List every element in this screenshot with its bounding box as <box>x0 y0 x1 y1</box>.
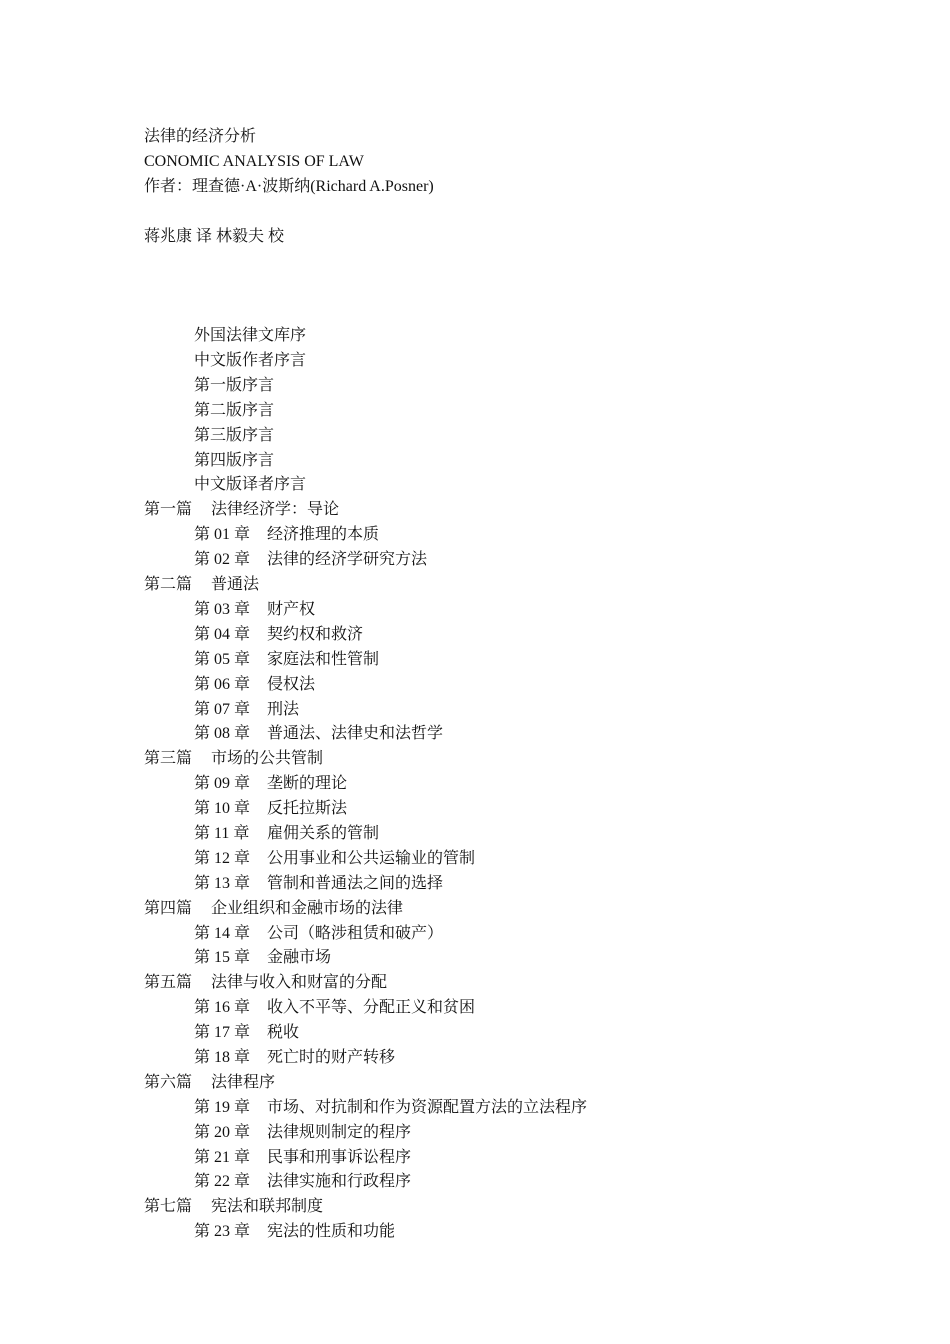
chapter-item <box>144 722 904 747</box>
preface-item: 外国法律文库序 <box>194 327 307 345</box>
spacer <box>144 200 904 225</box>
chapter-item <box>144 698 904 723</box>
chapter-number: 第 14 章 <box>194 924 251 942</box>
chapter-item <box>144 847 904 872</box>
chapter-title: 侵权法 <box>267 675 316 693</box>
chapter-title: 法律的经济学研究方法 <box>267 551 428 569</box>
part-heading <box>144 1195 904 1220</box>
chapter-item <box>144 1146 904 1171</box>
part-title: 市场的公共管制 <box>211 750 324 768</box>
chapter-number: 第 02 章 <box>194 551 251 569</box>
spacer <box>144 249 904 299</box>
chapter-title: 民事和刑事诉讼程序 <box>267 1148 412 1166</box>
preface-item: 第三版序言 <box>194 426 275 444</box>
chapter-number: 第 23 章 <box>194 1223 251 1241</box>
part-title: 法律与收入和财富的分配 <box>211 974 388 992</box>
document-page <box>144 125 904 1245</box>
chapter-item <box>144 922 904 947</box>
part-heading <box>144 1071 904 1096</box>
chapter-item <box>144 1121 904 1146</box>
chapter-number: 第 10 章 <box>194 800 251 818</box>
chapter-number: 第 12 章 <box>194 849 251 867</box>
chapter-title: 刑法 <box>267 700 300 718</box>
chapter-title: 财产权 <box>267 600 316 618</box>
book-title-english: CONOMIC ANALYSIS OF LAW <box>144 152 364 170</box>
chapter-title: 公司（略涉租赁和破产） <box>267 924 444 942</box>
chapter-number: 第 07 章 <box>194 700 251 718</box>
chapter-item <box>144 673 904 698</box>
chapter-item <box>144 772 904 797</box>
chapter-number: 第 06 章 <box>194 675 251 693</box>
chapter-item <box>144 1096 904 1121</box>
chapter-title: 垄断的理论 <box>267 775 348 793</box>
part-number: 第六篇 <box>144 1073 193 1091</box>
chapter-number: 第 09 章 <box>194 775 251 793</box>
chapter-number: 第 08 章 <box>194 725 251 743</box>
preface-item: 第二版序言 <box>194 401 275 419</box>
chapter-title: 法律规则制定的程序 <box>267 1123 412 1141</box>
chapter-number: 第 19 章 <box>194 1098 251 1116</box>
chapter-title: 反托拉斯法 <box>267 800 348 818</box>
chapter-item <box>144 523 904 548</box>
part-title: 法律经济学：导论 <box>211 501 340 519</box>
chapter-title: 法律实施和行政程序 <box>267 1173 412 1191</box>
part-heading <box>144 971 904 996</box>
part-number: 第四篇 <box>144 899 193 917</box>
chapter-title: 契约权和救济 <box>267 625 364 643</box>
chapter-item <box>144 548 904 573</box>
chapter-title: 普通法、法律史和法哲学 <box>267 725 444 743</box>
preface-item: 第一版序言 <box>194 376 275 394</box>
part-number: 第五篇 <box>144 974 193 992</box>
chapter-title: 家庭法和性管制 <box>267 650 380 668</box>
chapter-number: 第 13 章 <box>194 874 251 892</box>
chapter-title: 市场、对抗制和作为资源配置方法的立法程序 <box>267 1098 588 1116</box>
author-line: 作者：理查德·A·波斯纳(Richard A.Posner) <box>144 177 434 195</box>
chapter-item <box>144 648 904 673</box>
chapter-number: 第 16 章 <box>194 999 251 1017</box>
part-number: 第二篇 <box>144 576 193 594</box>
chapter-number: 第 15 章 <box>194 949 251 967</box>
chapter-title: 公用事业和公共运输业的管制 <box>267 849 476 867</box>
part-number: 第七篇 <box>144 1198 193 1216</box>
part-title: 宪法和联邦制度 <box>211 1198 324 1216</box>
part-title: 法律程序 <box>211 1073 276 1091</box>
chapter-item <box>144 1220 904 1245</box>
chapter-item <box>144 946 904 971</box>
part-heading <box>144 573 904 598</box>
chapter-title: 税收 <box>267 1024 300 1042</box>
chapter-number: 第 01 章 <box>194 526 251 544</box>
chapter-item <box>144 1170 904 1195</box>
part-heading <box>144 747 904 772</box>
translator-line: 蒋兆康 译 林毅夫 校 <box>144 227 285 245</box>
preface-item: 第四版序言 <box>194 451 275 469</box>
chapter-title: 收入不平等、分配正义和贫困 <box>267 999 476 1017</box>
preface-list <box>144 324 904 498</box>
chapter-title: 宪法的性质和功能 <box>267 1223 396 1241</box>
chapter-number: 第 20 章 <box>194 1123 251 1141</box>
chapter-number: 第 03 章 <box>194 600 251 618</box>
chapter-number: 第 18 章 <box>194 1048 251 1066</box>
part-title: 普通法 <box>211 576 260 594</box>
preface-item: 中文版译者序言 <box>194 476 307 494</box>
chapter-number: 第 22 章 <box>194 1173 251 1191</box>
part-title: 企业组织和金融市场的法律 <box>211 899 404 917</box>
part-number: 第一篇 <box>144 501 193 519</box>
chapter-number: 第 04 章 <box>194 625 251 643</box>
chapter-item <box>144 797 904 822</box>
chapter-item <box>144 822 904 847</box>
chapter-number: 第 21 章 <box>194 1148 251 1166</box>
part-heading <box>144 498 904 523</box>
part-number: 第三篇 <box>144 750 193 768</box>
chapter-title: 经济推理的本质 <box>267 526 380 544</box>
chapter-title: 死亡时的财产转移 <box>267 1048 396 1066</box>
chapter-title: 管制和普通法之间的选择 <box>267 874 444 892</box>
chapter-item <box>144 1021 904 1046</box>
chapter-item <box>144 996 904 1021</box>
table-of-contents <box>144 498 904 1245</box>
part-heading <box>144 897 904 922</box>
chapter-title: 金融市场 <box>267 949 332 967</box>
chapter-number: 第 11 章 <box>194 824 250 842</box>
book-title-chinese: 法律的经济分析 <box>144 128 257 145</box>
chapter-number: 第 17 章 <box>194 1024 251 1042</box>
chapter-number: 第 05 章 <box>194 650 251 668</box>
chapter-item <box>144 598 904 623</box>
chapter-item <box>144 872 904 897</box>
chapter-title: 雇佣关系的管制 <box>267 824 380 842</box>
spacer <box>144 299 904 324</box>
preface-item: 中文版作者序言 <box>194 352 307 370</box>
chapter-item <box>144 623 904 648</box>
chapter-item <box>144 1046 904 1071</box>
